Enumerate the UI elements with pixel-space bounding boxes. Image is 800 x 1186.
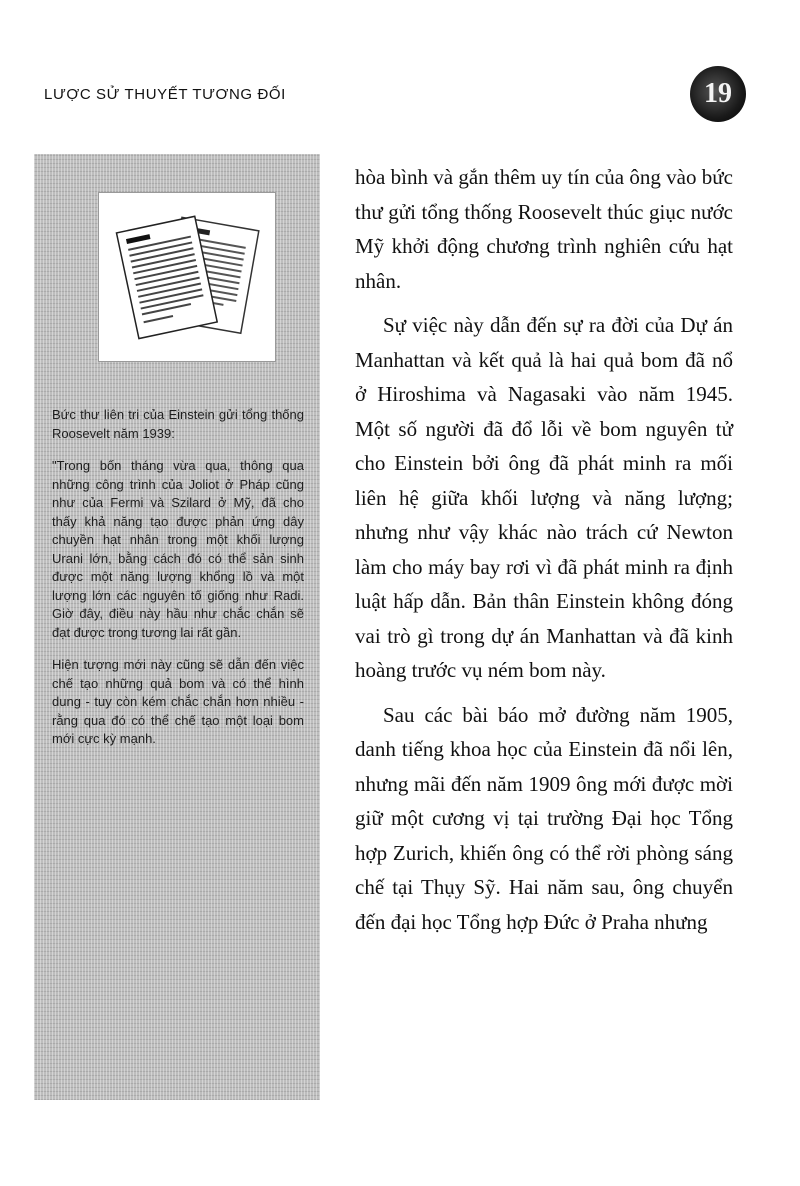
page-number: 19 (690, 66, 746, 122)
body-paragraph: Sự việc này dẫn đến sự ra đời của Dự án Manhattan và kết quả là hai quả bom đã nổ ở Hiroshima và Nagasaki vào năm 1945. Một số người đã đổ lỗi về bom nguyên tử cho Einstein bởi ông đã phát minh ra mối liên hệ giữa khối lượng và năng lượng; nhưng như vậy khác nào trách cứ Newton làm cho máy bay rơi vì đã phát minh ra định luật hấp dẫn. Bản thân Einstein không đóng vai trò gì trong dự án Manhattan và đã kinh hoàng trước vụ ném bom này. (355, 313, 733, 682)
caption-title: Bức thư liên tri của Einstein gửi tổng thống Roosevelt năm 1939: (52, 407, 304, 441)
letter-document-icon (98, 192, 276, 362)
sidebar-caption (52, 406, 304, 763)
caption-quote-2: Hiện tượng mới này cũng sẽ dẫn đến việc chế tạo những quả bom và có thể hình dung - tuy còn kém chắc chắn hơn nhiều - rằng qua đó có thể chế tạo một loại bom mới cực kỳ mạnh. (52, 657, 304, 746)
body-paragraph: hòa bình và gắn thêm uy tín của ông vào bức thư gửi tổng thống Roosevelt thúc giục nước Mỹ khởi động chương trình nghiên cứu hạt nhân. (355, 165, 733, 293)
main-text-column (355, 160, 733, 949)
caption-quote-1: "Trong bốn tháng vừa qua, thông qua những công trình của Joliot ở Pháp cũng như của Fermi và Szilard ở Mỹ, đã cho thấy khả năng tạo được phản ứng dây chuyền hạt nhân trong một khối lượng Urani lớn, bằng cách đó có thể sản sinh được một năng lượng khổng lồ và một lượng lớn các nguyên tố giống như Radi. Giờ đây, điều này hầu như chắc chắn sẽ đạt được trong tương lai rất gần. (52, 458, 304, 640)
sidebar-box (34, 154, 320, 1100)
body-paragraph: Sau các bài báo mở đường năm 1905, danh tiếng khoa học của Einstein đã nổi lên, nhưng mãi đến năm 1909 ông mới được mời giữ một cương vị tại trường Đại học Tổng hợp Zurich, khiến ông có thể rời phòng sáng chế tại Thụy Sỹ. Hai năm sau, ông chuyển đến đại học Tổng hợp Đức ở Praha nhưng (355, 702, 733, 934)
running-header: LƯỢC SỬ THUYẾT TƯƠNG ĐỐI (44, 86, 286, 103)
